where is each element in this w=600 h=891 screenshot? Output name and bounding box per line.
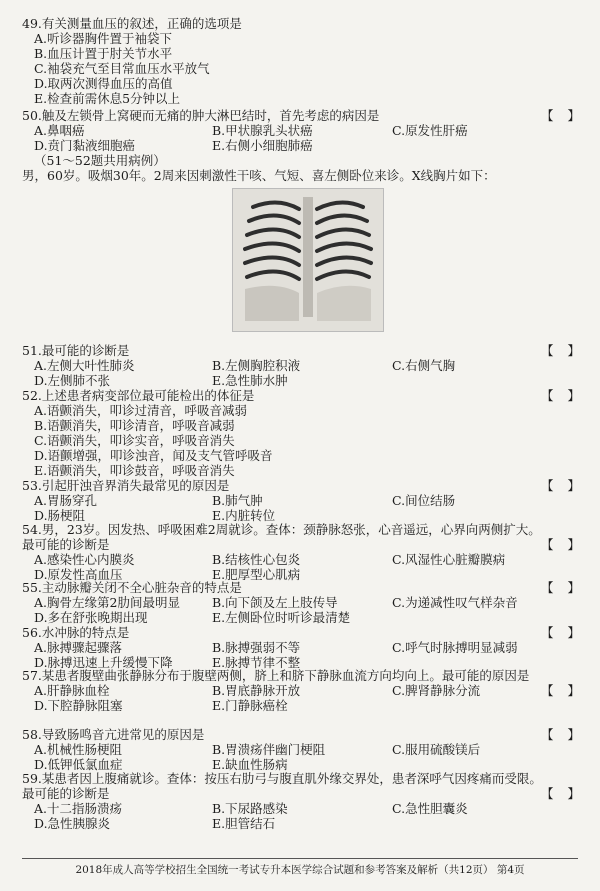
question-56 [22, 625, 594, 670]
option-c: C.呼气时脉搏明显减弱 [392, 640, 518, 655]
option-a: A.左侧大叶性肺炎 [34, 358, 135, 373]
option-d: D.取两次测得血压的高值 [34, 76, 173, 91]
option-row [22, 801, 582, 816]
option-e: E.缺血性肠病 [212, 757, 288, 772]
option-row [22, 610, 582, 625]
question-stem: 50.触及左锁骨上窝硬而无痛的肿大淋巴结时，首先考虑的病因是 [22, 108, 380, 123]
option-e: E.肥厚型心肌病 [212, 567, 301, 582]
answer-bracket: 【】 [540, 108, 594, 123]
answer-bracket: 【】 [540, 388, 594, 403]
option-a: A.语颤消失，叩诊过清音，呼吸音减弱 [34, 403, 248, 418]
option-row [22, 552, 582, 567]
question-stem: 53.引起肝浊音界消失最常见的原因是 [22, 478, 230, 493]
option-c: C.语颤消失，叩诊实音，呼吸音消失 [34, 433, 235, 448]
option-d: D.原发性高血压 [34, 567, 123, 582]
answer-bracket: 【】 [540, 683, 594, 698]
question-59 [22, 771, 594, 831]
option-e: E.急性肺水肿 [212, 373, 288, 388]
option-row [22, 493, 582, 508]
option-c: C.右侧气胸 [392, 358, 456, 373]
option-b: B.下尿路感染 [212, 801, 288, 816]
option-b: B.肺气肿 [212, 493, 263, 508]
question-53 [22, 478, 594, 523]
question-stem: 59.某患者因上腹痛就诊。查体：按压右肋弓与腹直肌外缘交界处，患者深呼气因疼痛而受限。最可能的诊断是 [22, 771, 542, 801]
question-52 [22, 388, 594, 478]
question-58 [22, 727, 594, 772]
option-a: A.脉搏骤起骤落 [34, 640, 123, 655]
option-row [22, 358, 582, 373]
question-stem: 49.有关测量血压的叙述，正确的选项是 [22, 16, 242, 31]
option-b: B.血压计置于肘关节水平 [34, 46, 173, 61]
answer-bracket: 【】 [540, 343, 594, 358]
question-stem: 51.最可能的诊断是 [22, 343, 130, 358]
option-row [22, 698, 582, 713]
chest-xray-image [232, 188, 384, 332]
option-e: E.左侧卧位时听诊最清楚 [212, 610, 351, 625]
question-50 [22, 108, 594, 183]
option-b: B.向下颌及左上肢传导 [212, 595, 338, 610]
question-49 [22, 16, 582, 106]
option-row [22, 138, 582, 153]
question-stem: 54.男，23岁。因发热、呼吸困难2周就诊。查体：颈静脉怒张，心音遥远，心界向两侧扩大。最可能的诊断是 [22, 522, 541, 552]
option-row [22, 816, 582, 831]
option-row [22, 640, 582, 655]
option-row [22, 742, 582, 757]
option-a: A.感染性心内膜炎 [34, 552, 135, 567]
case-range: （51～52题共用病例） [34, 153, 166, 168]
option-a: A.听诊器胸件置于袖袋下 [34, 31, 173, 46]
case-text: 男，60岁。吸烟30年。2周来因刺激性干咳、气短、喜左侧卧位来诊。X线胸片如下： [22, 168, 496, 183]
option-a: A.十二指肠溃疡 [34, 801, 123, 816]
option-b: B.脉搏强弱不等 [212, 640, 301, 655]
option-d: D.低钾低氯血症 [34, 757, 123, 772]
question-55 [22, 580, 594, 625]
question-stem: 52.上述患者病变部位最可能检出的体征是 [22, 388, 255, 403]
option-a: A.胸骨左缘第2肋间最明显 [34, 595, 180, 610]
question-stem: 55.主动脉瓣关闭不全心脏杂音的特点是 [22, 580, 242, 595]
answer-bracket: 【】 [540, 786, 594, 801]
question-51 [22, 343, 594, 388]
option-a: A.机械性肠梗阻 [34, 742, 123, 757]
option-c: C.风湿性心脏瓣膜病 [392, 552, 506, 567]
option-row [22, 595, 582, 610]
option-e: E.脉搏节律不整 [212, 655, 301, 670]
option-d: D.下腔静脉阻塞 [34, 698, 123, 713]
page-footer: 2018年成人高等学校招生全国统一考试专升本医学综合试题和参考答案及解析（共12页） 第4页 [75, 864, 525, 876]
question-stem: 58.导致肠鸣音亢进常见的原因是 [22, 727, 205, 742]
answer-bracket: 【】 [540, 537, 594, 552]
option-e: E.胆管结石 [212, 816, 276, 831]
option-row [22, 508, 582, 523]
question-57 [22, 668, 594, 713]
answer-bracket: 【】 [540, 727, 594, 742]
answer-bracket: 【】 [540, 625, 594, 640]
option-d: D.急性胰腺炎 [34, 816, 111, 831]
footer-rule [22, 858, 578, 859]
option-b: B.语颤消失，叩诊清音，呼吸音减弱 [34, 418, 235, 433]
option-e: E.内脏转位 [212, 508, 276, 523]
option-d: D.语颤增强，叩诊浊音，闻及支气管呼吸音 [34, 448, 273, 463]
option-c: C.间位结肠 [392, 493, 456, 508]
option-e: E.右侧小细胞肺癌 [212, 138, 313, 153]
option-d: D.肠梗阻 [34, 508, 86, 523]
option-c: C.急性胆囊炎 [392, 801, 468, 816]
option-a: A.肝静脉血栓 [34, 683, 110, 698]
option-e: E.检查前需休息5分钟以上 [34, 91, 181, 106]
option-c: C.袖袋充气至目常血压水平放气 [34, 61, 210, 76]
option-d: D.贲门黏液细胞癌 [34, 138, 136, 153]
option-row [22, 683, 582, 698]
answer-bracket: 【】 [540, 478, 594, 493]
option-e: E.语颤消失，叩诊鼓音，呼吸音消失 [34, 463, 235, 478]
option-b: B.左侧胸腔积液 [212, 358, 301, 373]
option-d: D.多在舒张晚期出现 [34, 610, 148, 625]
option-row [22, 123, 582, 138]
question-stem: 57.某患者腹壁曲张静脉分布于腹壁两侧，脐上和脐下静脉血流方向均向上。最可能的原因是 [22, 668, 530, 683]
answer-bracket: 【】 [540, 580, 594, 595]
option-b: B.胃溃疡伴幽门梗阻 [212, 742, 326, 757]
option-b: B.胃底静脉开放 [212, 683, 301, 698]
option-a: A.鼻咽癌 [34, 123, 85, 138]
option-b: B.甲状腺乳头状癌 [212, 123, 313, 138]
option-c: C.为递减性叹气样杂音 [392, 595, 518, 610]
option-e: E.门静脉癌栓 [212, 698, 288, 713]
option-c: C.服用硫酸镁后 [392, 742, 481, 757]
option-d: D.左侧肺不张 [34, 373, 111, 388]
option-c: C.原发性肝癌 [392, 123, 468, 138]
question-stem: 56.水冲脉的特点是 [22, 625, 130, 640]
option-row [22, 373, 582, 388]
question-54 [22, 522, 594, 582]
option-row [22, 757, 582, 772]
option-d: D.脉搏迅速上升缓慢下降 [34, 655, 173, 670]
option-c: C.脾肾静脉分流 [392, 683, 481, 698]
option-a: A.胃肠穿孔 [34, 493, 98, 508]
option-b: B.结核性心包炎 [212, 552, 301, 567]
